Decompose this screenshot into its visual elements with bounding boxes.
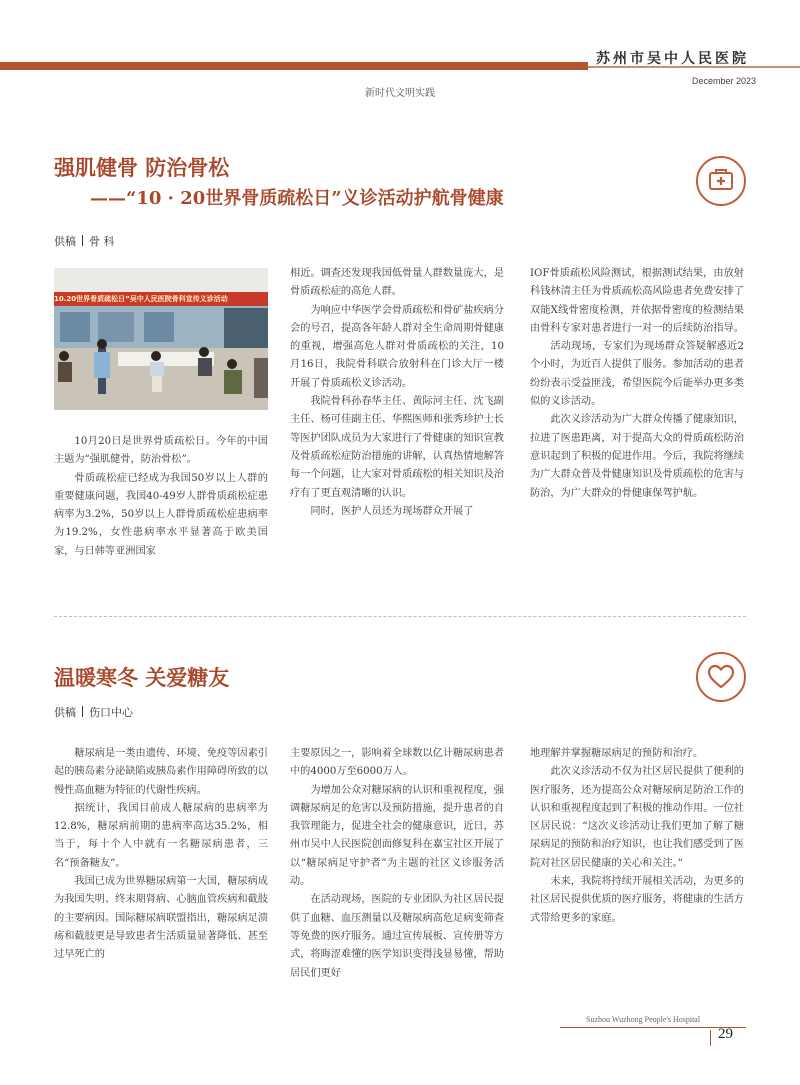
paragraph: 骨质疏松症已经成为我国50岁以上人群的重要健康问题，我国40-49岁人群骨质疏松症患病率为3.2%，50岁以上人群骨质疏松症患病率为19.2%，女性患病率水平显著高于欧美国家，与日韩等亚洲国家: [54, 472, 268, 557]
article2-byline: [54, 704, 133, 720]
article2-column-1: [54, 745, 268, 965]
paragraph: 此次义诊活动为广大群众传播了健康知识，拉进了医患距离，对于提高大众的骨质疏松防治意识起到了积极的促进作用。今后，我院将继续为广大群众普及骨健康知识及骨质疏松的危害与防治，为广大群众的骨健康保驾护航。: [530, 414, 744, 499]
photo-banner-text: 10.20世界骨质疏松日”吴中人民医院骨科宣传义诊活动: [54, 295, 228, 303]
header-accent-bar: [0, 62, 588, 70]
paragraph: 主要原因之一，影响着全球数以亿计糖尿病患者中的4000万至6000万人。: [290, 748, 504, 778]
paragraph: 为响应中华医学会骨质疏松和骨矿盐疾病分会的号召，提高各年龄人群对全生命周期骨健康的重视，增强高危人群对骨质疏松的关注，10月16日，我院骨科联合放射科在门诊大厅一楼开展了骨质疏松义诊活动。: [290, 304, 504, 389]
heart-icon: [696, 652, 746, 702]
byline-label: 供稿: [54, 706, 76, 719]
footer-hospital-name: Suzhou Wuzhong People's Hospital: [586, 1015, 701, 1024]
paragraph: 同时，医护人员还为现场群众开展了: [310, 505, 474, 517]
byline-dept: 骨 科: [89, 235, 115, 248]
article1-column-2: [290, 265, 504, 521]
article2-title: 温暖寒冬 关爱糖友: [54, 665, 230, 690]
byline-label: 供稿: [54, 235, 76, 248]
paragraph: IOF骨质疏松风险测试，根据测试结果，由放射科钱林清主任为骨质疏松高风险患者免费安排了双能X线骨密度检测，并依据骨密度的检测结果由骨科专家对患者进行一对一的后续防治指导。: [530, 268, 744, 334]
paragraph: 糖尿病是一类由遗传、环境、免疫等因素引起的胰岛素分泌缺陷或胰岛素作用障碍所致的以慢性高血糖为特征的代谢性疾病。: [54, 748, 268, 796]
article1-column-1: [54, 433, 268, 561]
page-number: 29: [718, 1026, 733, 1042]
section-divider: [54, 616, 746, 617]
article1-column-3: [530, 265, 744, 503]
event-photo: [54, 268, 268, 410]
section-label: 新时代文明实践: [365, 88, 435, 99]
paragraph: 为增加公众对糖尿病的认识和重视程度，强调糖尿病足的危害以及预防措施，提升患者的自我管理能力，促进全社会的健康意识，近日，苏州市吴中人民医院创面修复科在嘉宝社区开展了以“糖尿病足守护者”为主题的社区义诊服务活动。: [290, 784, 504, 888]
article1-title: 强肌健骨 防治骨松: [54, 155, 230, 180]
article2-column-3: [530, 745, 744, 928]
paragraph: 此次义诊活动不仅为社区居民提供了便利的医疗服务，还为提高公众对糖尿病足防治工作的认识和重视程度起到了积极的推动作用。一位社区居民说：“这次义诊活动让我们更加了解了糖尿病足的预防和治疗知识，也让我们感受到了医院对社区居民健康的关心和关注。”: [530, 766, 744, 869]
article2-column-2: [290, 745, 504, 983]
paragraph: 未来，我院将持续开展相关活动，为更多的社区居民提供优质的医疗服务，将健康的生活方式带给更多的家庭。: [530, 876, 744, 924]
article1-subtitle: ——“10 · 20世界骨质疏松日”义诊活动护航骨健康: [90, 188, 504, 209]
article1-byline: [54, 233, 115, 249]
paragraph: 我院骨科孙春华主任、黄际河主任、沈飞副主任、杨可佳副主任、华熙医师和张秀珍护士长等医护团队成员为大家进行了骨健康的知识宣教及骨质疏松症防治措施的讲解，认真热情地解答每一个问题，让大家对骨质疏松的相关知识及治疗有了更直观清晰的认识。: [290, 396, 504, 499]
hospital-name: 苏州市吴中人民医院: [596, 51, 749, 67]
issue-date: December 2023: [692, 76, 757, 86]
paragraph: 地理解并掌握糖尿病足的预防和治疗。: [530, 748, 704, 759]
footer-tick: [710, 1030, 711, 1046]
paragraph: 据统计，我国目前成人糖尿病的患病率为12.8%，糖尿病前期的患病率高达35.2%，相当于，每十个人中就有一名糖尿病患者，三名“预备糖友”。: [54, 802, 268, 869]
byline-dept: 伤口中心: [89, 706, 133, 719]
paragraph: 10月20日是世界骨质疏松日。今年的中国主题为“强肌健骨，防治骨松”。: [54, 436, 268, 466]
medical-kit-icon: [696, 156, 746, 206]
paragraph: 相近。调查还发现我国低骨量人群数量庞大，是骨质疏松症的高危人群。: [290, 268, 504, 298]
paragraph: 在活动现场，医院的专业团队为社区居民提供了血糖、血压测量以及糖尿病高危足病变筛查等免费的医疗服务。通过宣传展板、宣传册等方式，将晦涩难懂的医学知识变得浅显易懂，帮助居民们更好: [290, 894, 504, 979]
paragraph: 我国已成为世界糖尿病第一大国，糖尿病成为我国失明、终末期肾病、心脑血管疾病和截肢的主要病因。国际糖尿病联盟指出，糖尿病足溃疡和截肢更是导致患者生活质量显著降低、甚至过早死亡的: [54, 876, 268, 961]
paragraph: 活动现场，专家们为现场群众答疑解惑近2个小时，为近百人提供了服务。参加活动的患者纷纷表示受益匪浅，希望医院今后能举办更多类似的义诊活动。: [530, 341, 744, 408]
